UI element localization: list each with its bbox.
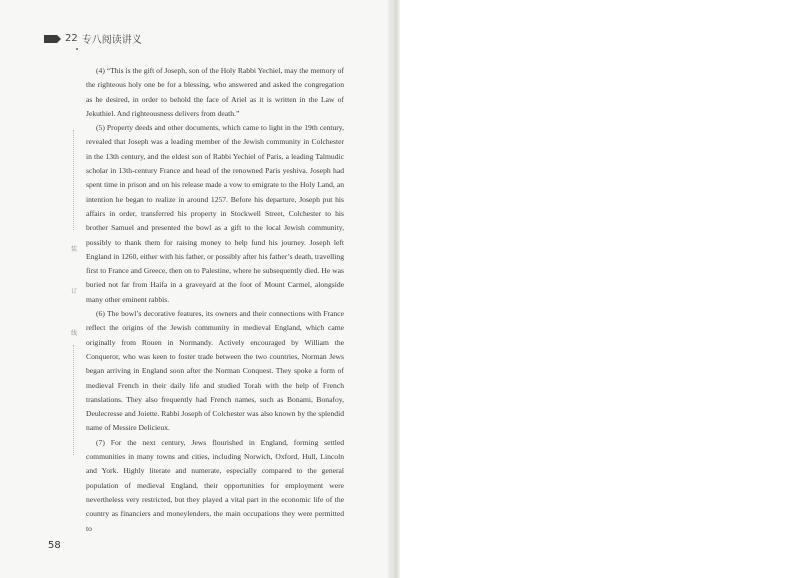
- margin-mark-2: 订: [71, 288, 78, 295]
- chapter-title: 专八阅读讲义: [81, 35, 142, 46]
- paragraph-5: (5) Property deeds and other documents, which came to light in the 19th century, revealed that Joseph was a leading member of the Jewish community in Colchester in the 13th century, and the eldest son of Rabbi Yechiel of Paris, a leading Talmudic scholar in 13th-century France and head of the renowned Paris yeshiva. Joseph had spent time in prison and on his release made a vow to emigrate to the Holy Land, an intention he began to realize in around 1257. Before his departure, Joseph put his affairs in order, transferred his property in Stockwell Street, Colchester to his brother Samuel and presented the bowl as a gift to the local Jewish community, possibly to thank them for raising money to help fund his journey. Joseph left England in 1260, either with his father, or possibly after his father’s death, travelling first to France and Greece, then on to Palestine, where he subsequently died. He was buried not far from Haifa in a graveyard at the foot of Mount Carmel, alongside many other eminent rabbis.: [86, 123, 344, 304]
- page-number: 58: [48, 540, 61, 551]
- margin-mark-3: 线: [71, 330, 78, 337]
- body-text: [86, 64, 344, 536]
- right-blank-page: [400, 0, 800, 578]
- print-mark: [76, 48, 78, 50]
- binding-line-lower: [73, 345, 75, 455]
- header-badge-icon: [44, 35, 57, 43]
- running-header: [44, 31, 142, 46]
- chapter-number: 22: [65, 33, 78, 44]
- binding-line: [73, 130, 75, 230]
- margin-mark-1: 装: [71, 246, 78, 253]
- paragraph-6: (6) The bowl’s decorative features, its owners and their connections with France reflect the origins of the Jewish community in medieval England, which came originally from Rouen in Normandy. Actively encouraged by William the Conqueror, who was keen to foster trade between the two countries, Norman Jews began arriving in England soon after the Norman Conquest. They spoke a form of medieval French in their daily life and studied Torah with the help of French translations. They also frequently had French names, such as Bonami, Bonafoy, Deulecresse and Joiette. Rabbi Joseph of Colchester was also known by the splendid name of Messire Delicieux.: [86, 309, 344, 433]
- book-spine: [388, 0, 400, 578]
- paragraph-4: (4) “This is the gift of Joseph, son of the Holy Rabbi Yechiel, may the memory of the righteous holy one be for a blessing, who answered and asked the congregation as he desired, in order to behold the face of Ariel as it is written in the Law of Jekuthiel. And righteousness delivers from death.”: [86, 66, 344, 118]
- paragraph-7: (7) For the next century, Jews flourished in England, forming settled communities in many towns and cities, including Norwich, Oxford, Hull, Lincoln and York. Highly literate and numerate, especially compared to the general population of medieval England, their opportunities for employment were nevertheless very restricted, but they played a vital part in the economic life of the country as financiers and moneylenders, the main occupations they were permitted to: [86, 437, 344, 533]
